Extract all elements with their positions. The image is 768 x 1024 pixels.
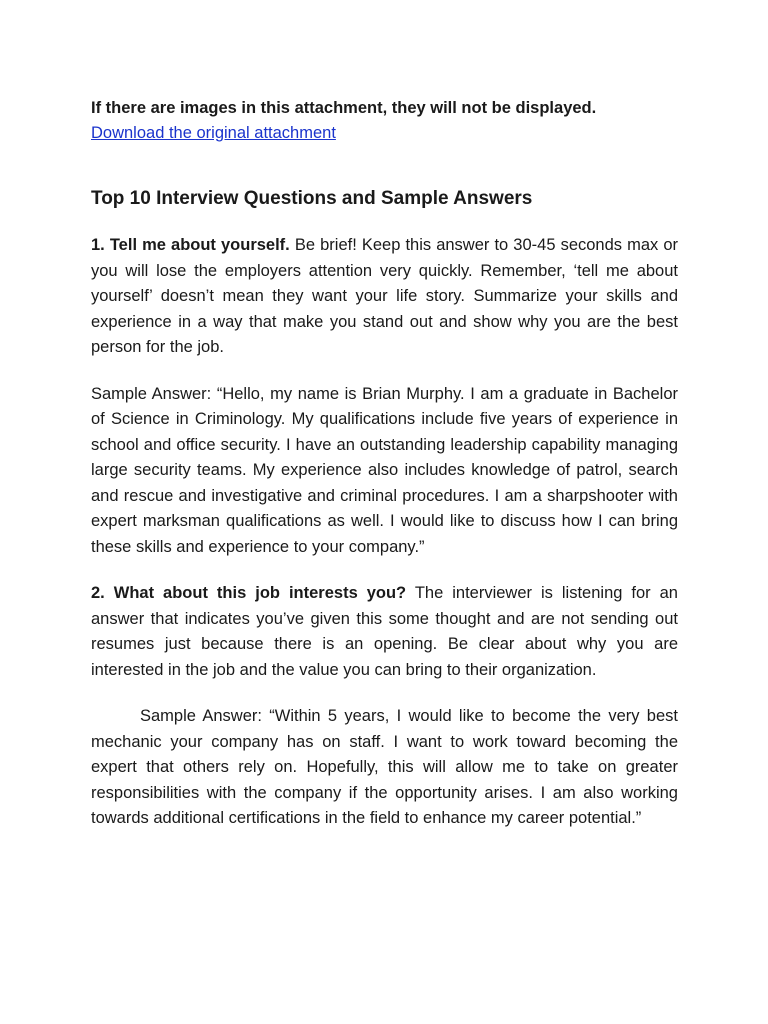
question-2-paragraph <box>91 581 678 683</box>
question-2-heading: 2. What about this job interests you? <box>91 584 407 603</box>
images-warning: If there are images in this attachment, they will not be displayed. <box>91 99 597 117</box>
download-original-link[interactable]: Download the original attachment <box>91 123 336 142</box>
question-2-body: The interviewer is listening for an answer that indicates you’ve given this some thought and are not sending out resumes just because there is an opening. Be clear about why you are interested in the job and the value you can bring to their organization. <box>91 584 678 679</box>
question-1-heading: 1. Tell me about yourself. <box>91 236 290 255</box>
attachment-notice <box>91 96 678 146</box>
sample-answer-2: Sample Answer: “Within 5 years, I would like to become the very best mechanic your company has on staff. I want to work toward becoming the expert that others rely on. Hopefully, this will allow me to take on greater responsibilities with the company if the opportunity arises. I am also working towards additional certifications in the field to enhance my career potential.” <box>91 707 678 828</box>
question-1-paragraph <box>91 233 678 361</box>
document-title: Top 10 Interview Questions and Sample Answers <box>91 187 533 209</box>
question-1-body: Be brief! Keep this answer to 30-45 seconds max or you will lose the employers attention very quickly. Remember, ‘tell me about yourself’ doesn’t mean they want your life story. Summarize your skills and experience in a way that make you stand out and show why you are the best person for the job. <box>91 236 679 357</box>
sample-answer-1: Sample Answer: “Hello, my name is Brian Murphy. I am a graduate in Bachelor of Science in Criminology. My qualifications include five years of experience in school and office security. I have an outstanding leadership capability managing large security teams. My experience also includes knowledge of patrol, search and rescue and investigative and criminal procedures. I am a sharpshooter with expert marksman qualifications as well. I would like to discuss how I can bring these skills and experience to your company.” <box>91 384 678 556</box>
